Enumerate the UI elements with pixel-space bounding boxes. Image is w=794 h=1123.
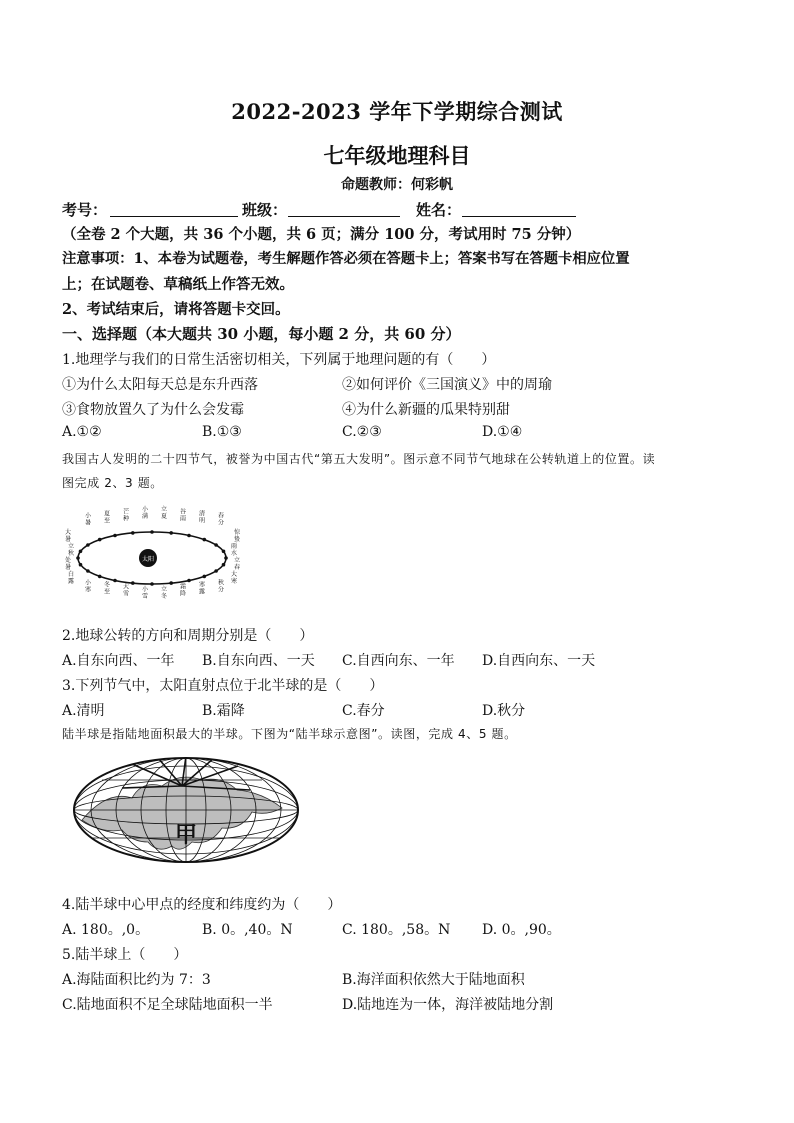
q4-option-b[interactable]: B. 0。,40。N <box>202 922 293 938</box>
terms-left-group <box>65 528 74 585</box>
exam-teacher: 命题教师：何彩帆 <box>341 177 453 193</box>
q5-option-d[interactable]: D.陆地连为一体，海洋被陆地分割 <box>342 997 554 1013</box>
solar-term-bottom-6: 寒露 <box>198 581 206 596</box>
q2-option-d[interactable]: D.自西向东、一天 <box>482 653 596 669</box>
terms-right-group <box>231 528 241 585</box>
exam-no-label: 考号： <box>62 201 108 219</box>
notice-line-2: 上；在试题卷、草稿纸上作答无效。 <box>62 276 294 293</box>
earth-position-dot <box>187 534 191 538</box>
solar-term-top-4: 立夏 <box>160 506 168 521</box>
notice-line-1: 注意事项：1、本卷为试题卷，考生解题作答必须在答题卡上；答案书写在答题卡相应位置 <box>62 251 630 267</box>
terms-top-group <box>85 505 224 527</box>
earth-position-dot <box>222 550 226 554</box>
solar-term-bottom-2: 大雪 <box>122 583 130 598</box>
intro-q2-3-line-2: 图完成 2、3 题。 <box>62 476 163 490</box>
earth-position-dot <box>79 550 83 554</box>
section-1-heading: 一、选择题（本大题共 30 小题，每小题 2 分，共 60 分） <box>62 325 461 343</box>
earth-position-dot <box>76 556 80 560</box>
earth-position-dot <box>131 531 135 535</box>
solar-term-top-3: 小满 <box>141 506 149 521</box>
q3-option-d[interactable]: D.秋分 <box>482 703 526 719</box>
solar-term-top-7: 春分 <box>217 512 225 527</box>
center-point-label: 甲 <box>174 823 198 848</box>
earth-position-dot <box>113 534 117 538</box>
notice-line-3: 2、考试结束后，请将答题卡交回。 <box>62 301 290 318</box>
solar-term-bottom-0: 小寒 <box>84 579 92 594</box>
solar-term-right-3: 大寒 <box>230 571 238 585</box>
exam-no-field[interactable] <box>110 216 238 217</box>
solar-terms-orbit-figure <box>62 500 246 612</box>
q4-option-a[interactable]: A. 180。,0。 <box>62 922 150 938</box>
solar-term-bottom-4: 立冬 <box>160 585 168 600</box>
exam-title: 2022-2023 学年下学期综合测试 <box>231 99 563 124</box>
q3-stem: 3.下列节气中，太阳直射点位于北半球的是（ ） <box>62 678 384 694</box>
terms-bottom-group <box>85 578 224 600</box>
exam-subject: 七年级地理科目 <box>323 143 471 168</box>
earth-position-dot <box>169 531 173 535</box>
q1-item-2: ②如何评价《三国演义》中的周瑜 <box>342 377 552 393</box>
q4-option-c[interactable]: C. 180。,58。N <box>342 922 451 938</box>
q5-option-a[interactable]: A.海陆面积比约为 7：3 <box>62 972 211 988</box>
q1-stem: 1.地理学与我们的日常生活密切相关，下列属于地理问题的有（ ） <box>62 352 496 368</box>
earth-position-dot <box>203 575 207 579</box>
earth-position-dot <box>169 581 173 585</box>
solar-term-top-0: 小暑 <box>84 512 92 527</box>
solar-term-bottom-3: 小雪 <box>141 585 149 600</box>
student-info-row <box>62 199 742 221</box>
class-field[interactable] <box>288 216 400 217</box>
q3-option-c[interactable]: C.春分 <box>342 703 385 719</box>
class-label: 班级： <box>242 201 288 219</box>
name-label: 姓名： <box>416 201 462 219</box>
earth-position-dot <box>98 538 102 542</box>
q4-stem: 4.陆半球中心甲点的经度和纬度约为（ ） <box>62 897 342 913</box>
solar-term-right-0: 惊蛰 <box>233 529 241 543</box>
q3-option-b[interactable]: B.霜降 <box>202 703 245 719</box>
q1-item-4: ④为什么新疆的瓜果特别甜 <box>342 402 510 418</box>
q2-option-a[interactable]: A.自东向西、一年 <box>62 653 175 669</box>
solar-term-left-1: 立秋 <box>67 543 75 557</box>
solar-term-left-0: 大暑 <box>64 529 72 543</box>
earth-position-dot <box>79 563 83 567</box>
land-hemisphere-figure <box>62 750 302 866</box>
earth-position-dot <box>131 581 135 585</box>
q1-option-a[interactable]: A.①② <box>62 424 102 440</box>
sun-label: 太阳 <box>141 556 155 563</box>
q1-option-c[interactable]: C.②③ <box>342 424 382 440</box>
solar-term-top-6: 清明 <box>198 510 206 525</box>
q5-option-b[interactable]: B.海洋面积依然大于陆地面积 <box>342 972 525 988</box>
earth-position-dot <box>222 563 226 567</box>
earth-position-dot <box>86 569 90 573</box>
solar-term-bottom-1: 冬至 <box>103 581 111 596</box>
solar-term-bottom-5: 霜降 <box>179 583 187 598</box>
q5-option-c[interactable]: C.陆地面积不足全球陆地面积一半 <box>62 997 273 1013</box>
intro-q2-3-line-1: 我国古人发明的二十四节气，被誉为中国古代“第五大发明”。图示意不同节气地球在公转轨道上的位置。读 <box>62 452 656 466</box>
solar-term-right-2: 立春 <box>233 557 241 571</box>
solar-term-right-1: 雨水 <box>230 543 238 557</box>
name-field[interactable] <box>462 216 576 217</box>
intro-q4-5: 陆半球是指陆地面积最大的半球。下图为“陆半球示意图”。读图，完成 4、5 题。 <box>62 727 517 741</box>
q5-stem: 5.陆半球上（ ） <box>62 947 188 963</box>
earth-position-dot <box>203 538 207 542</box>
solar-term-left-2: 处暑 <box>64 557 72 571</box>
solar-term-top-1: 夏至 <box>103 510 111 525</box>
earth-position-dot <box>214 569 218 573</box>
q3-option-a[interactable]: A.清明 <box>62 703 105 719</box>
solar-term-bottom-7: 秋分 <box>217 579 225 594</box>
earth-position-dot <box>86 543 90 547</box>
solar-term-top-2: 芒种 <box>122 508 130 523</box>
earth-position-dot <box>150 582 154 586</box>
earth-position-dot <box>98 575 102 579</box>
q1-option-d[interactable]: D.①④ <box>482 424 523 440</box>
q1-option-b[interactable]: B.①③ <box>202 424 242 440</box>
earth-position-dot <box>150 530 154 534</box>
q2-option-c[interactable]: C.自西向东、一年 <box>342 653 455 669</box>
q2-stem: 2.地球公转的方向和周期分别是（ ） <box>62 628 314 644</box>
exam-summary: （全卷 2 个大题，共 36 个小题，共 6 页；满分 100 分，考试用时 75 分钟） <box>62 226 581 243</box>
earth-position-dot <box>214 543 218 547</box>
q1-item-3: ③食物放置久了为什么会发霉 <box>62 402 244 418</box>
q1-item-1: ①为什么太阳每天总是东升西落 <box>62 377 258 393</box>
q4-option-d[interactable]: D. 0。,90。 <box>482 922 561 938</box>
solar-term-top-5: 谷雨 <box>179 508 187 523</box>
earth-position-dot <box>224 556 228 560</box>
q2-option-b[interactable]: B.自东向西、一天 <box>202 653 315 669</box>
earth-position-dot <box>187 579 191 583</box>
solar-term-left-3: 白露 <box>67 571 75 585</box>
earth-position-dot <box>113 579 117 583</box>
